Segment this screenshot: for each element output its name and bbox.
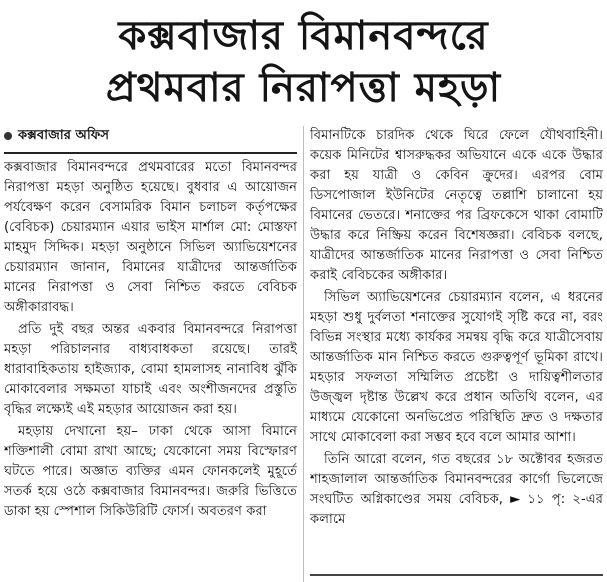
headline-line-2: প্রথমবার নিরাপত্তা মহড়া	[105, 65, 502, 111]
article-column-left	[4, 126, 297, 582]
column-divider	[303, 126, 304, 582]
article-column-right	[310, 126, 603, 582]
byline-divider	[4, 152, 297, 154]
byline	[4, 126, 297, 146]
paragraph-right-1: বিমানটিকে চারদিক থেকে ঘিরে ফেলে যৌথবাহিনী। কয়েক মিনিটের শ্বাসরুদ্ধকর অভিযানে একে একে উদ্ধার করা হয় যাত্রী ও কেবিন ক্রুদের। এরপর বোম ডিসপোজাল ইউনিটের নেতৃত্বে তল্লাশি চালানো হয় বিমানের ভেতরে। শনাক্তের পর ব্রিফকেসে থাকা বোমাটি উদ্ধার করে নিষ্ক্রিয় করেন বিশেষজ্ঞরা। বেবিচক বলছে, যাত্রীদের আন্তর্জাতিক মানের নিরাপত্তা ও সেবা নিশ্চিত করাই বেবিচকের অঙ্গীকার।	[310, 128, 603, 283]
paragraph-left-3: মহড়ায় দেখানো হয়– ঢাকা থেকে আসা বিমানে শক্তিশালী বোমা রাখা আছে; যেকোনো সময় বিস্ফোরণ ঘটতে পারে। অজ্ঞাত ব্যক্তির এমন ফোনকলেই মুহূর্তে সতর্ক হয়ে ওঠে কক্সবাজার বিমানবন্দর। জরুরি ভিত্তিতে ডাকা হয় স্পেশাল সিকিউরিটি ফোর্স। অবতরণ করা	[4, 424, 297, 519]
footer-rule	[310, 574, 603, 576]
paragraph-left-1: কক্সবাজার বিমানবন্দরে প্রথমবারের মতো বিমানবন্দর নিরাপত্তা মহড়া অনুষ্ঠিত হয়েছে। বুধবার এ আয়োজন পর্যবেক্ষণ করেন বেসামরিক বিমান চলাচল কর্তৃপক্ষের (বেবিচক) চেয়ারম্যান এয়ার ভাইস মার্শাল মো: মোস্তফা মাহমুদ সিদ্দিক। মহড়া অনুষ্ঠানে সিভিল অ্যাভিয়েশনের চেয়ারম্যান জানান, বিমানের যাত্রীদের আন্তর্জাতিক মানের নিরাপত্তা ও সেবা নিশ্চিত করতে বেবিচক অঙ্গীকারাবদ্ধ।	[4, 160, 297, 315]
byline-text: কক্সবাজার অফিস	[18, 128, 110, 143]
paragraph-right-3: তিনি আরো বলেন, গত বছরের ১৮ অক্টোবর হজরত শাহজালাল আন্তর্জাতিক বিমানবন্দরের কার্গো ভিলেজে সংঘটিত অগ্নিকাণ্ডের সময় বেবিচক, ► ১১ পৃ: ২-এর কলামে	[310, 452, 603, 527]
headline-line-1: কক্সবাজার বিমানবন্দরে	[118, 13, 489, 59]
bullet-icon	[4, 132, 12, 140]
headline	[0, 10, 607, 114]
paragraph-right-2: সিভিল অ্যাভিয়েশনের চেয়ারম্যান বলেন, এ ধরনের মহড়া শুধু দুর্বলতা শনাক্তের সুযোগই সৃষ্টি করে না, বরং বিভিন্ন সংস্থার মধ্যে কার্যকর সমন্বয় বৃদ্ধি করে যাত্রীসেবায় আন্তর্জাতিক মান নিশ্চিত করতে গুরুত্বপূর্ণ ভূমিকা রাখে। মহড়ার সফলতা সম্মিলিত প্রচেষ্টা ও দায়িত্বশীলতার উজ্জ্বল দৃষ্টান্ত উল্লেখ করে প্রধান অতিথি বলেন, এর মাধ্যমে যেকোনো অনভিপ্রেত পরিস্থিতি দ্রুত ও দক্ষতার সাথে মোকাবেলা করা সম্ভব হবে বলে আমার আশা।	[310, 290, 603, 445]
paragraph-left-2: প্রতি দুই বছর অন্তর একবার বিমানবন্দরে নিরাপত্তা মহড়া পরিচালনার বাধ্যবাধকতা রয়েছে। তারই ধারাবাহিকতায় হাইজ্যাক, বোমা হামলাসহ নানাবিধ ঝুঁকি মোকাবেলার সক্ষমতা যাচাই এবং অংশীজনদের প্রস্তুতি বৃদ্ধির লক্ষ্যেই এই মহড়ার আয়োজন করা হয়।	[4, 322, 297, 417]
